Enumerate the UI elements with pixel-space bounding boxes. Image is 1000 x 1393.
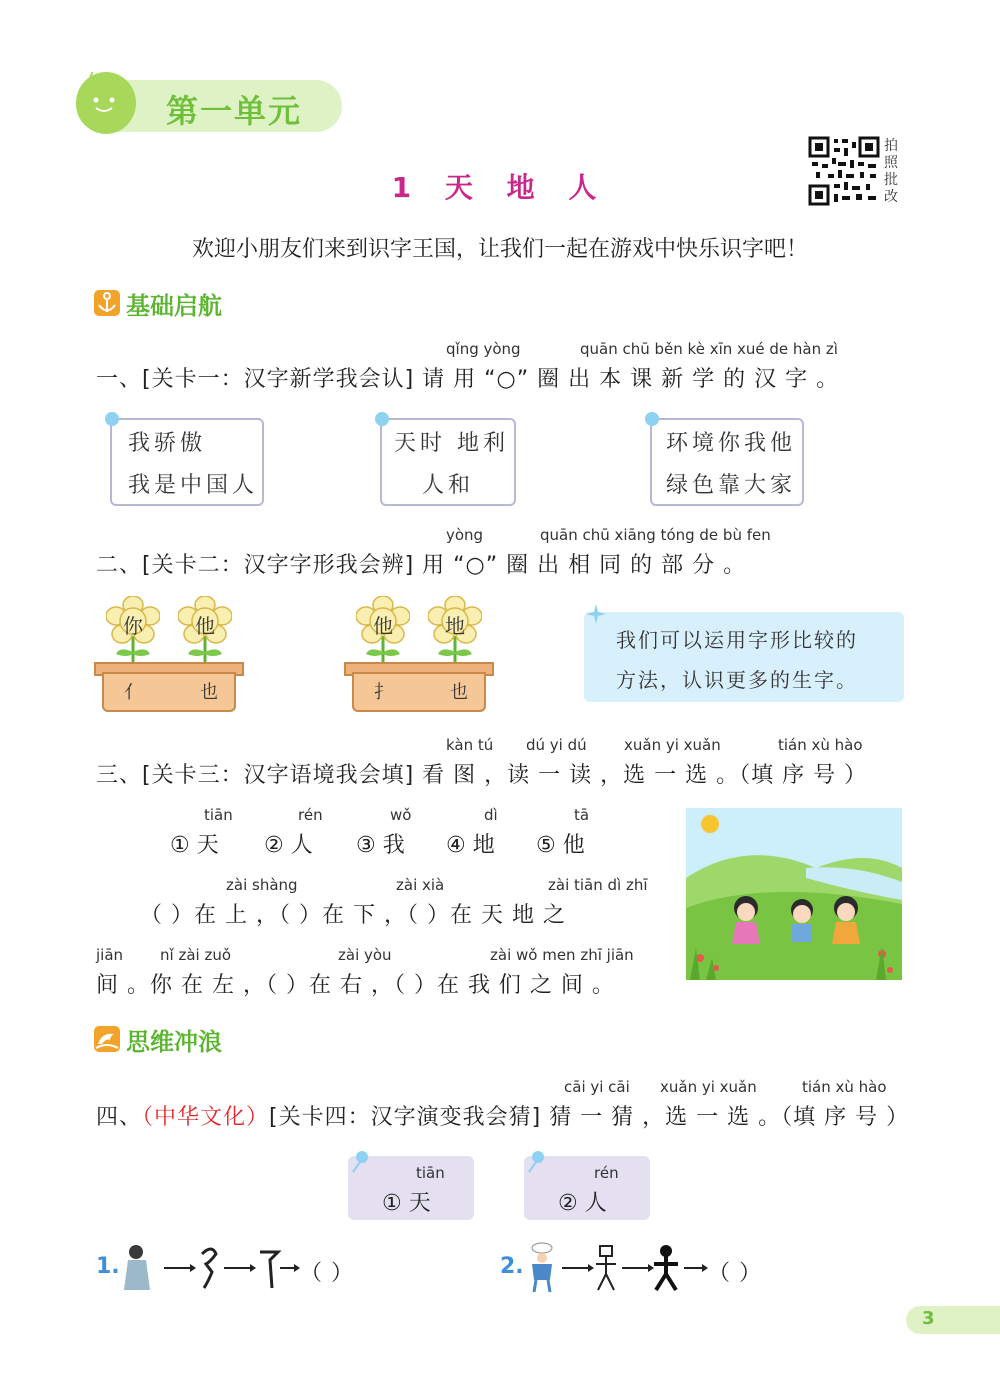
- evolution-1-sequence: [120, 1242, 300, 1294]
- q3-l2-pinyin-4: zài wǒ men zhī jiān: [490, 946, 634, 964]
- evolution-2-number: 2.: [500, 1254, 524, 1279]
- q1-question: 一、[关卡一：汉字新学我会认] 请 用 “○” 圈 出 本 课 新 学 的 汉 字 。: [96, 367, 840, 392]
- evolution-1-number: 1.: [96, 1254, 120, 1279]
- tip-line-2: 方法，认识更多的生字。: [616, 668, 858, 692]
- opt-pinyin: dì: [484, 806, 498, 824]
- section-basic: 基础启航: [126, 292, 222, 320]
- intro-text: 欢迎小朋友们来到识字王国，让我们一起在游戏中快乐识字吧！: [191, 237, 808, 262]
- page-number: 3: [922, 1308, 935, 1329]
- q4-pinyin-b: xuǎn yi xuǎn: [660, 1078, 757, 1096]
- unit-mascot-icon: [76, 72, 136, 134]
- q2-question: 二、[关卡二：汉字字形我会辨] 用 “○” 圈 出 相 同 的 部 分 。: [96, 553, 747, 578]
- dot-icon: [105, 412, 119, 426]
- q3-pinyin-b: dú yi dú: [526, 736, 587, 754]
- dot-icon: [645, 412, 659, 426]
- option-ren: ② 人: [264, 833, 313, 858]
- q3-l2-pinyin-1: jiān: [96, 946, 124, 964]
- q4-card-2-pinyin: rén: [594, 1164, 619, 1182]
- q3-l2-pinyin-2: nǐ zài zuǒ: [160, 946, 232, 964]
- lesson-title: 1 天 地 人: [391, 171, 609, 204]
- q4-pinyin-a: cāi yi cāi: [564, 1078, 630, 1096]
- q4-card-1-pinyin: tiān: [416, 1164, 445, 1182]
- unit-title: 第一单元: [166, 92, 303, 130]
- section-thinking: 思维冲浪: [126, 1028, 222, 1056]
- q4-card-2-label: ② 人: [558, 1191, 607, 1216]
- q4-card-1-label: ① 天: [382, 1191, 431, 1216]
- dot-icon: [375, 412, 389, 426]
- opt-pinyin: tiān: [204, 806, 233, 824]
- q1-box-3-line2[interactable]: 绿色靠大家: [666, 473, 797, 498]
- q3-l2-pinyin-3: zài yòu: [338, 946, 392, 964]
- tip-line-1: 我们可以运用字形比较的: [616, 628, 858, 652]
- q3-pinyin-d: tián xù hào: [778, 736, 863, 754]
- q1-box-1-line1[interactable]: 我骄傲: [128, 431, 207, 456]
- q1-pinyin-a: qǐng yòng: [446, 340, 521, 358]
- flower-char: 他: [195, 614, 215, 638]
- children-meadow-illustration: [686, 808, 902, 980]
- qr-code-icon[interactable]: [808, 136, 880, 206]
- pot-part: 也: [450, 682, 468, 703]
- pin-icon: [526, 1150, 546, 1178]
- q3-l1-pinyin-2: zài xià: [396, 876, 445, 894]
- q1-box-2-line1[interactable]: 天时 地利: [394, 431, 509, 456]
- anchor-icon: [94, 290, 120, 316]
- pot-part: 也: [200, 682, 218, 703]
- flower-char: 他: [373, 614, 393, 638]
- q3-fill-line-2[interactable]: 间 。你 在 左 ，（ ）在 右 ，（ ）在 我 们 之 间 。: [96, 973, 615, 998]
- q2-pinyin-a: yòng: [446, 526, 484, 544]
- q1-box-2-line2[interactable]: 人和: [422, 473, 475, 498]
- q3-l1-pinyin-1: zài shàng: [226, 876, 298, 894]
- option-tian: ① 天: [170, 833, 219, 858]
- q3-pinyin-a: kàn tú: [446, 736, 494, 754]
- dolphin-icon: [94, 1026, 120, 1052]
- q1-box-3-line1[interactable]: 环境你我他: [666, 431, 797, 456]
- opt-pinyin: rén: [298, 806, 323, 824]
- option-ta: ⑤ 他: [536, 833, 585, 858]
- q3-pinyin-c: xuǎn yi xuǎn: [624, 736, 721, 754]
- flower-char: 你: [123, 614, 143, 638]
- q2-pinyin-b: quān chū xiāng tóng de bù fen: [540, 526, 771, 544]
- q1-box-1-line2[interactable]: 我是中国人: [128, 473, 259, 498]
- q4-question: [96, 1100, 909, 1131]
- opt-pinyin: wǒ: [390, 806, 412, 824]
- sparkle-icon: [586, 604, 606, 628]
- q1-pinyin-b: quān chū běn kè xīn xué de hàn zì: [580, 340, 838, 358]
- opt-pinyin: tā: [574, 806, 590, 824]
- option-di: ④ 地: [446, 833, 495, 858]
- page-number-tab: [906, 1306, 1000, 1334]
- q4-pinyin-c: tián xù hào: [802, 1078, 887, 1096]
- evolution-2-answer[interactable]: （ ）: [708, 1261, 762, 1286]
- evolution-1-answer[interactable]: （ ）: [300, 1261, 354, 1286]
- evolution-2-sequence: [526, 1242, 712, 1294]
- q4-text: [关卡四：汉字演变我会猜] 猜 一 猜 ，选 一 选 。（填 序 号 ）: [269, 1105, 910, 1130]
- flower-char: 地: [445, 614, 465, 638]
- q4-prefix: 四、: [96, 1105, 143, 1130]
- option-wo: ③ 我: [356, 833, 405, 858]
- pot-part: 扌: [374, 682, 392, 703]
- q3-l1-pinyin-3: zài tiān dì zhī: [548, 876, 648, 894]
- pot-part: 亻: [124, 682, 142, 703]
- q4-culture-tag: （中华文化）: [142, 1105, 270, 1130]
- qr-label: 拍 照 批 改: [884, 138, 898, 205]
- pin-icon: [350, 1150, 370, 1178]
- q3-question: 三、[关卡三：汉字语境我会填] 看 图 ，读 一 读 ，选 一 选 。（填 序 号 ）: [96, 763, 868, 788]
- q3-fill-line-1[interactable]: （ ）在 上 ，（ ）在 下 ，（ ）在 天 地 之: [140, 903, 566, 928]
